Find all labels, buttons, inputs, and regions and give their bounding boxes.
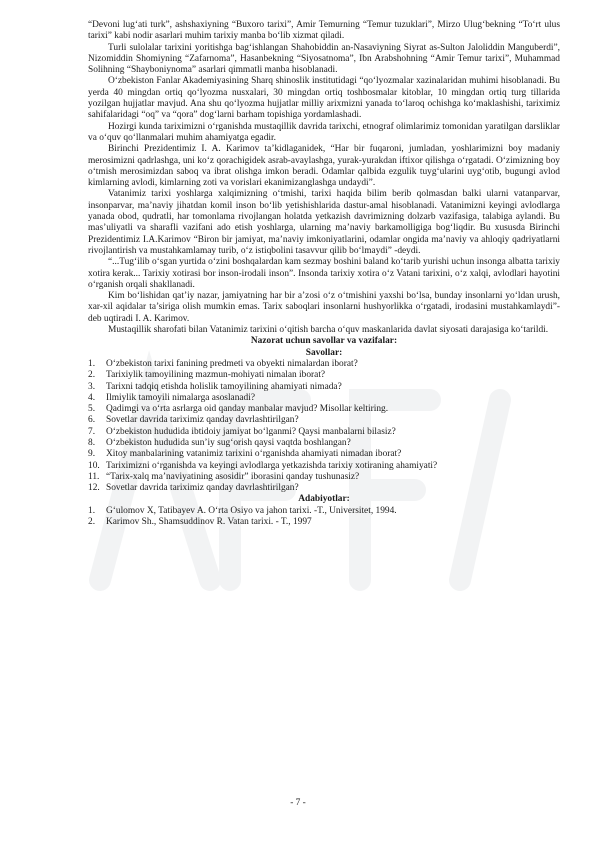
list-item xyxy=(88,472,560,483)
paragraph: “...Tug‘ilib o‘sgan yurtida o‘zini boshqalardan kam sezmay boshini baland ko‘tarib yurishi uchun insonga albatta tarixiy xotira kerak... Tarixiy xotirasi bor inson-irodali inson”. Insonda tarixiy xotira o‘z Vatani tarixini, o‘z xalqi, avlodlari hayotini o‘rganish orqali shakllanadi. xyxy=(88,257,560,290)
item-text: Xitoy manbalarining vatanimiz tarixini o‘rganishda ahamiyati nimadan iborat? xyxy=(106,449,402,460)
list-item xyxy=(88,517,560,528)
list-item xyxy=(88,438,560,449)
paragraph: Birinchi Prezidentimiz I. A. Karimov ta’kidlaganidek, “Har bir fuqaroni, jumladan, yoshlarimizni boy madaniy merosimizni qadrlashga, uni ko‘z qorachigidek asrab-avaylashga, yurak-yurakdan iftixor qilishga o‘rgatadi. O‘zimizning boy o‘tmish merosimizdan saboq va ibrat olishga imkon beradi. Odamlar qalbida ezgulik tuyg‘ularini uyg‘otib, bugungi avlod kimlarning avlodi, kimlarning zoti va vorislari ekanimizanglashga undaydi”. xyxy=(88,144,560,189)
item-number: 5. xyxy=(88,404,96,415)
item-text: Ilmiylik tamoyili nimalarga asoslanadi? xyxy=(106,392,256,403)
item-text: O‘zbekiston hududida ibtidoiy jamiyat bo‘lganmi? Qaysi manbalarni bilasiz? xyxy=(106,426,396,437)
list-item xyxy=(88,382,560,393)
item-text: O‘zbekiston tarixi fanining predmeti va obyekti nimalardan iborat? xyxy=(106,358,358,369)
item-number: 6. xyxy=(88,415,96,426)
item-text: Karimov Sh., Shamsuddinov R. Vatan tarixi. - T., 1997 xyxy=(106,517,312,528)
questions-title: Savollar: xyxy=(305,347,343,358)
page-number: - 7 - xyxy=(290,798,306,808)
references-list xyxy=(88,506,560,529)
list-item xyxy=(88,506,560,517)
item-text: G‘ulomov X, Tatibayev A. O‘rta Osiyo va jahon tarixi. -T., Universitet, 1994. xyxy=(106,505,397,516)
item-text: Qadimgi va o‘rta asrlarga oid qanday manbalar mavjud? Misollar keltiring. xyxy=(106,404,389,415)
list-item xyxy=(88,393,560,404)
page-content xyxy=(88,20,560,528)
item-text: Sovetlar davrida tariximiz qanday davrlashtirilgan? xyxy=(106,415,299,426)
item-number: 7. xyxy=(88,426,96,437)
item-number: 4. xyxy=(88,392,96,403)
list-item xyxy=(88,461,560,472)
item-number: 2. xyxy=(88,370,96,381)
questions-list xyxy=(88,359,560,495)
list-item xyxy=(88,370,560,381)
item-text: O‘zbekiston hududida sun’iy sug‘orish qaysi vaqtda boshlangan? xyxy=(106,437,351,448)
list-item xyxy=(88,359,560,370)
item-text: Tariximizni o‘rganishda va keyingi avlodlarga yetkazishda tarixiy xotiraning ahamiyati? xyxy=(106,460,438,471)
item-number: 8. xyxy=(88,437,96,448)
item-number: 2. xyxy=(88,517,96,528)
list-item xyxy=(88,483,560,494)
paragraph: Kim bo‘lishidan qat’iy nazar, jamiyatning har bir a’zosi o‘z o‘tmishini yaxshi bo‘lsa, bunday insonlarni yo‘ldan urush, xar-xil aqidalar ta’siriga olish mumkin emas. Tarix saboqlari insonlarni hushyorlikka o‘rgatadi, irodasini mustahkamlaydi”-deb uqtiradi I. A. Karimov. xyxy=(88,291,560,324)
paragraph: Mustaqillik sharofati bilan Vatanimiz tarixini o‘qitish barcha o‘quv maskanlarida davlat siyosati darajasiga ko‘tarildi. xyxy=(108,325,549,336)
list-item xyxy=(88,449,560,460)
paragraph: Vatanimiz tarixi yoshlarga xalqimizning o‘tmishi, tarixi haqida bilim berib qolmasdan balki ularni vatanparvar, insonparvar, ma’naviy jihatdan komil inson bo‘lib yetishishlarida dastur-amal hisoblanadi. Vatanimizni keyingi avlodlarga yanada obod, qudratli, har tomonlama rivojlangan holatda yetkazish davrimizning dolzarb vazifasiga, talabiga aylandi. Bu mas’uliyatli va sharafli vazifani ado etish yoshlarga, ularning ma’naviy barkamolligiga bog‘liqdir. Bu xususda Birinchi Prezidentimiz I.A.Karimov “Biron bir jamiyat, ma’naviy imkoniyatlarini, odamlar ongida ma’naviy va ahloqiy qadriyatlarni rivojlantirish va mustahkamlamay turib, o‘z istiqbolini tasavvur qilib bo‘lmaydi” -deydi. xyxy=(88,189,560,256)
list-item xyxy=(88,404,560,415)
paragraph: Hozirgi kunda tariximizni o‘rganishda mustaqillik davrida tarixchi, etnograf olimlarimiz tomonidan yaratilgan darsliklar va o‘quv qo‘llanmalari muhim ahamiyatga egadir. xyxy=(88,121,560,143)
paragraph: “Devoni lug‘ati turk”, ashshaxiyning “Buxoro tarixi”, Amir Temurning “Temur tuzuklari”, Mirzo Ulug‘bekning “To‘rt ulus tarixi” kabi nodir asarlari muhim tarixiy manba bo‘lib xizmat qiladi. xyxy=(88,20,560,42)
references-title: Adabiyotlar: xyxy=(298,494,350,505)
item-number: 9. xyxy=(88,449,96,460)
item-text: Tarixni tadqiq etishda holislik tamoyilining ahamiyati nimada? xyxy=(106,381,342,392)
section-title: Nazorat uchun savollar va vazifalar: xyxy=(250,336,398,347)
item-number: 11. xyxy=(88,471,100,482)
list-item xyxy=(88,415,560,426)
item-number: 12. xyxy=(88,483,100,494)
item-text: “Tarix-xalq ma’naviyatining asosidir” iborasini qanday tushunasiz? xyxy=(106,471,360,482)
paragraph: Turli sulolalar tarixini yoritishga bag‘ishlangan Shahobiddin an-Nasaviyning Siyrat as-Sulton Jaloliddin Manguberdi”, Nizomiddin Shomiyning “Zafarnoma”, Hasanbekning “Siyosatnoma”, Ibn Arabshohning “Amir Temur tarixi”, Muhammad Solihning “Shayboniynoma” asarlari qimmatli manba hisoblanadi. xyxy=(88,42,560,76)
item-number: 3. xyxy=(88,381,96,392)
item-number: 1. xyxy=(88,358,96,369)
list-item xyxy=(88,427,560,438)
item-text: Tarixiylik tamoyilining mazmun-mohiyati nimalan iborat? xyxy=(106,370,326,381)
item-number: 10. xyxy=(88,460,100,471)
item-text: Sovetlar davrida tariximiz qanday davrlashtirilgan? xyxy=(106,483,299,494)
paragraph: O‘zbekiston Fanlar Akademiyasining Sharq shinoslik institutidagi “qo‘lyozmalar xazinalaridan muhimi hisoblanadi. Bu yerda 40 mingdan ortiq qo‘lyozma nusxalari, 30 mingdan ortiq toshbosmalar kitoblar, 10 mingdan ortiq turg tillarida yozilgan hujjatlar mavjud. Ana shu qo‘lyozma hujjatlar milliy arixmizni yanada to‘laroq ochishga ko‘maklashishi, tariximiz sahifalaridagi “oq” va “qora” dog‘larni barham topishiga yordamlashadi. xyxy=(88,76,560,121)
item-number: 1. xyxy=(88,505,96,516)
